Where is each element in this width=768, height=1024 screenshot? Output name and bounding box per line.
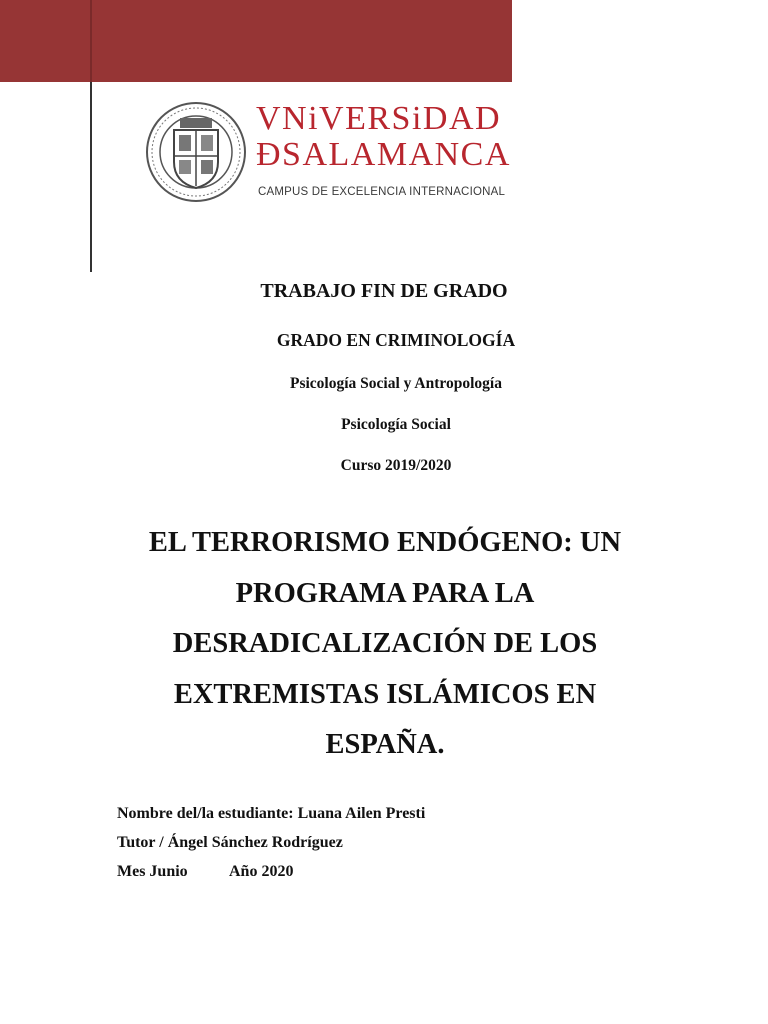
- thesis-title-line: EXTREMISTAS ISLÁMICOS EN: [173, 678, 597, 710]
- date-line: [117, 863, 294, 881]
- tutor-name: Tutor / Ángel Sánchez Rodríguez: [117, 834, 343, 851]
- year-label: Año 2020: [229, 863, 294, 880]
- month-label: Mes Junio: [117, 863, 188, 880]
- department-label: Psicología Social y Antropología: [290, 375, 502, 392]
- university-subtitle: CAMPUS DE EXCELENCIA INTERNACIONAL: [258, 186, 506, 198]
- thesis-title-line: EL TERRORISMO ENDÓGENO: UN: [148, 527, 622, 558]
- area-label: Psicología Social: [341, 416, 451, 433]
- work-type-heading: TRABAJO FIN DE GRADO: [260, 280, 508, 302]
- university-name-line1: VNiVERSiDAD: [256, 100, 502, 137]
- student-name: Nombre del/la estudiante: Luana Ailen Presti: [117, 805, 426, 822]
- thesis-title-line: DESRADICALIZACIÓN DE LOS: [172, 628, 598, 659]
- university-logo: [144, 98, 511, 208]
- thesis-title-line: PROGRAMA PARA LA: [235, 577, 535, 609]
- university-seal-icon: [144, 100, 248, 204]
- left-vertical-rule: [90, 82, 92, 272]
- university-name-line2: ÐSALAMANCA: [256, 136, 511, 173]
- header-color-band: [0, 0, 512, 82]
- header-band-divider: [90, 0, 92, 82]
- thesis-title-line: ESPAÑA.: [325, 729, 445, 760]
- degree-heading: GRADO EN CRIMINOLOGÍA: [276, 330, 516, 350]
- thesis-title: [100, 518, 670, 771]
- course-label: Curso 2019/2020: [340, 457, 452, 474]
